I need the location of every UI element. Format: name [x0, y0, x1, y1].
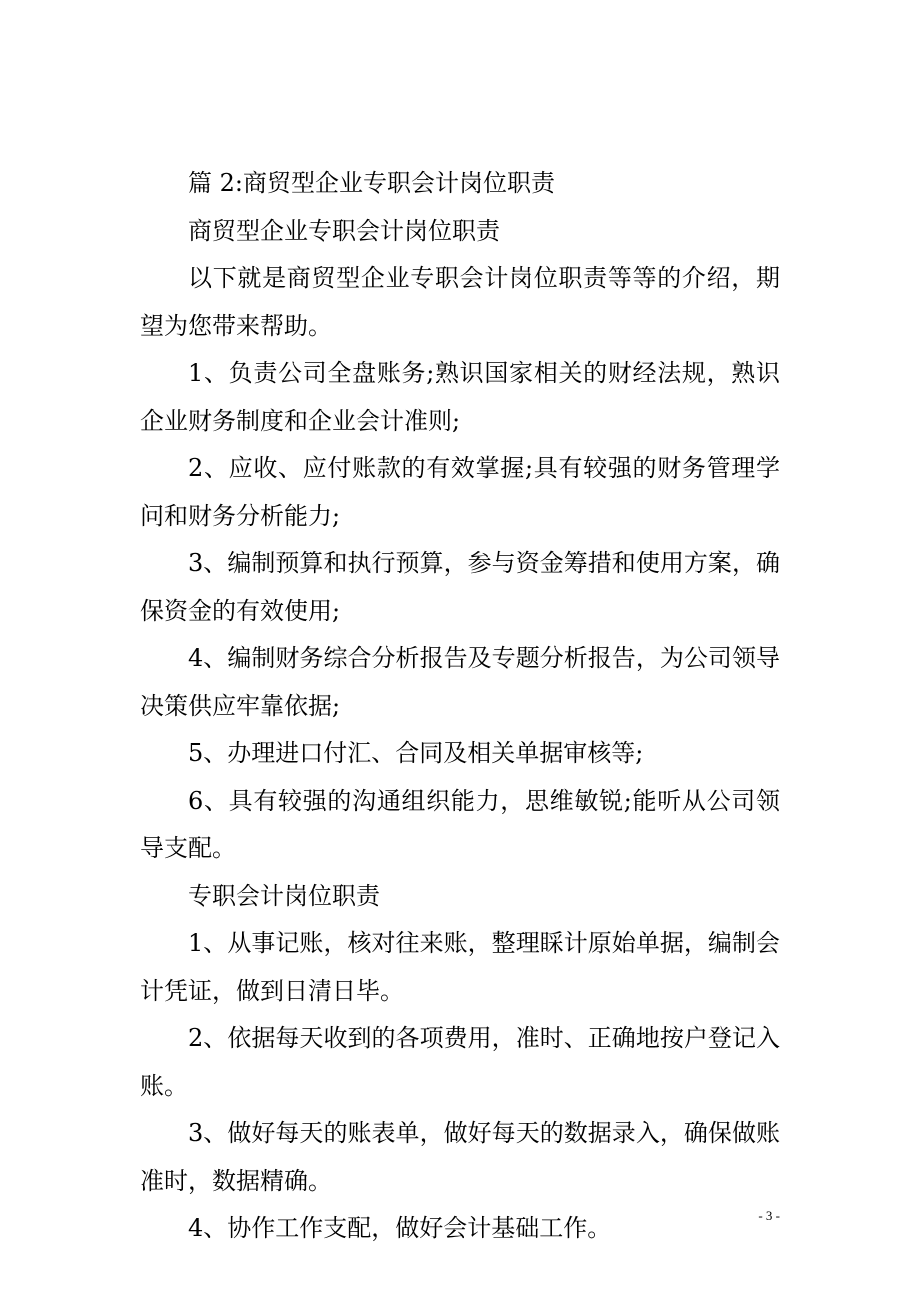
intro-paragraph: 以下就是商贸型企业专职会计岗位职责等等的介绍，期望为您带来帮助。 [140, 264, 780, 340]
duty-item-5: 5、办理进口付汇、合同及相关单据审核等; [188, 739, 644, 767]
accountant-duty-2: 2、依据每天收到的各项费用，准时、正确地按户登记入账。 [140, 1024, 780, 1100]
accountant-duty-1: 1、从事记账，核对往来账，整理睬计原始单据，编制会计凭证，做到日清日毕。 [140, 929, 780, 1005]
duty-item-1: 1、负责公司全盘账务;熟识国家相关的财经法规，熟识企业财务制度和企业会计准则; [140, 359, 780, 435]
duty-item-4: 4、编制财务综合分析报告及专题分析报告，为公司领导决策供应牢靠依据; [140, 644, 780, 720]
document-body [140, 160, 780, 1253]
document-title: 商贸型企业专职会计岗位职责 [188, 216, 500, 245]
duty-item-3: 3、编制预算和执行预算，参与资金筹措和使用方案，确保资金的有效使用; [140, 549, 780, 625]
accountant-duty-3: 3、做好每天的账表单，做好每天的数据录入，确保做账准时，数据精确。 [140, 1119, 780, 1195]
section-heading: 篇 2:商贸型企业专职会计岗位职责 [188, 169, 555, 197]
duty-item-2: 2、应收、应付账款的有效掌握;具有较强的财务管理学问和财务分析能力; [140, 454, 780, 530]
section2-title: 专职会计岗位职责 [188, 881, 380, 910]
page-number: - 3 - [758, 1208, 780, 1223]
accountant-duty-4: 4、协作工作支配，做好会计基础工作。 [188, 1214, 612, 1242]
duty-item-6: 6、具有较强的沟通组织能力，思维敏锐;能听从公司领导支配。 [140, 786, 780, 862]
